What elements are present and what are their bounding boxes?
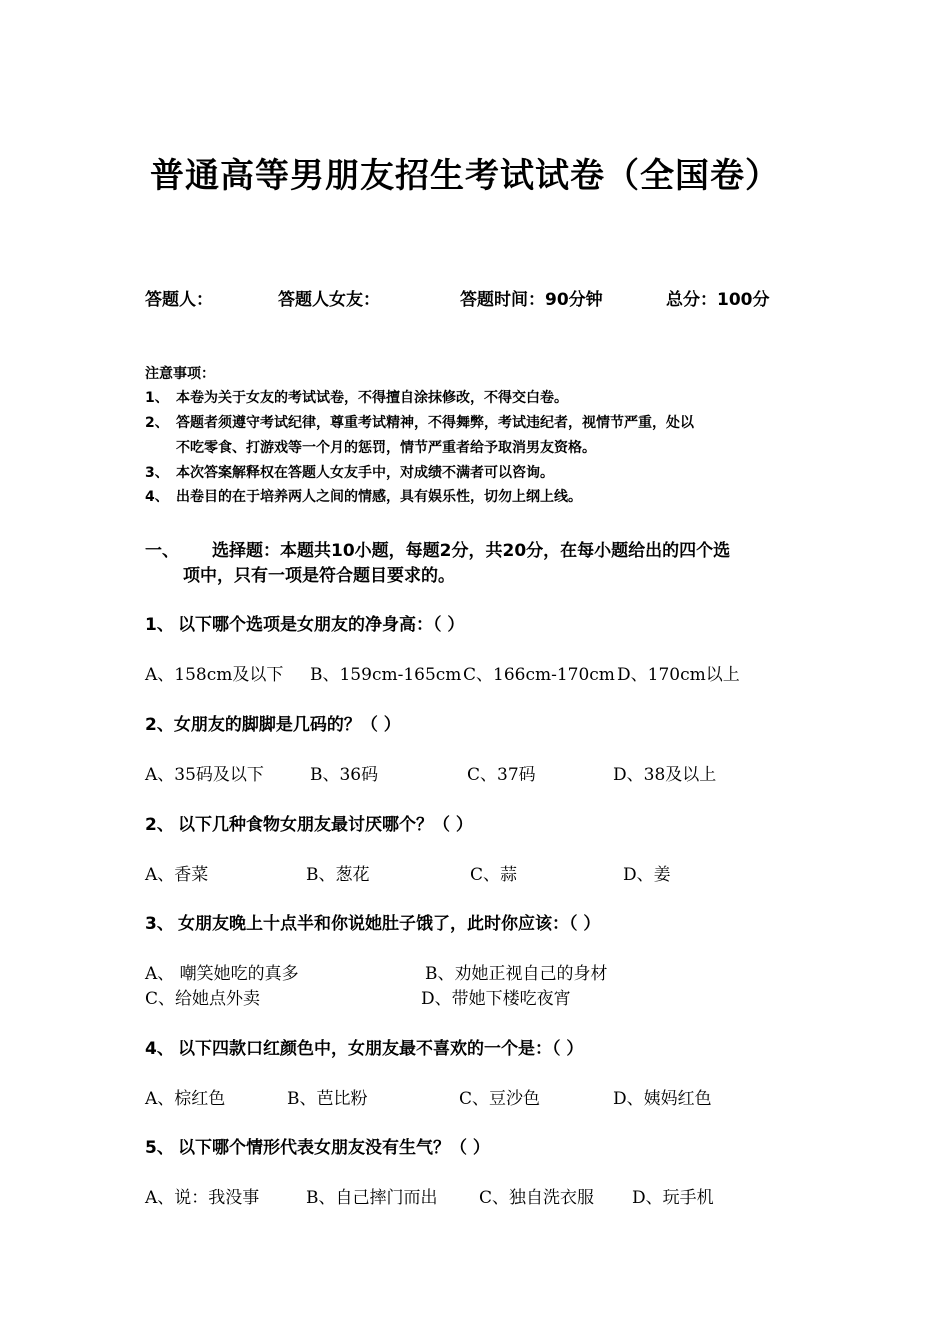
note-text: 本卷为关于女友的考试试卷，不得擅自涂抹修改，不得交白卷。 xyxy=(176,390,568,406)
question-text: 以下哪个情形代表女朋友没有生气？（ ） xyxy=(178,1138,490,1158)
option-d[interactable]: D、170cm以上 xyxy=(617,665,740,685)
section-heading-continued: 项中，只有一项是符合题目要求的。 xyxy=(183,566,455,586)
option-c[interactable]: C、豆沙色 xyxy=(459,1089,541,1109)
note-number: 4、 xyxy=(145,489,169,505)
note-item xyxy=(145,462,554,482)
answerer-label: 答题人： xyxy=(145,290,213,310)
question-number: 2、 xyxy=(145,815,174,835)
note-item xyxy=(145,486,582,506)
note-text-continued: 不吃零食、打游戏等一个月的惩罚，情节严重者给予取消男友资格。 xyxy=(176,440,596,456)
note-text: 本次答案解释权在答题人女友手中，对成绩不满者可以咨询。 xyxy=(176,465,554,481)
notes-heading: 注意事项： xyxy=(145,366,215,382)
question-text: 2、女朋友的脚脚是几码的？（ ） xyxy=(145,715,401,735)
option-a[interactable]: A、棕红色 xyxy=(145,1089,226,1109)
section-number: 一、 xyxy=(145,541,179,561)
option-a[interactable]: A、 嘲笑她吃的真多 xyxy=(145,964,299,984)
option-b[interactable]: B、葱花 xyxy=(306,865,370,885)
option-d[interactable]: D、玩手机 xyxy=(632,1188,714,1208)
option-c[interactable]: C、166cm-170cm xyxy=(463,665,615,685)
question-text: 女朋友晚上十点半和你说她肚子饿了，此时你应该：（ ） xyxy=(178,914,601,934)
note-number: 2、 xyxy=(145,415,169,431)
option-b[interactable]: B、芭比粉 xyxy=(287,1089,368,1109)
question xyxy=(145,909,600,934)
question xyxy=(145,1133,490,1158)
note-item xyxy=(145,412,694,432)
option-b[interactable]: B、36码 xyxy=(310,765,379,785)
question xyxy=(145,610,464,635)
option-a[interactable]: A、35码及以下 xyxy=(145,765,264,785)
question-number: 3、 xyxy=(145,914,174,934)
note-text: 出卷目的在于培养两人之间的情感，具有娱乐性，切勿上纲上线。 xyxy=(176,489,582,505)
option-c[interactable]: C、37码 xyxy=(467,765,536,785)
question-text: 以下四款口红颜色中，女朋友最不喜欢的一个是：（ ） xyxy=(178,1039,584,1059)
note-number: 1、 xyxy=(145,390,169,406)
option-d[interactable]: D、姨妈红色 xyxy=(613,1089,712,1109)
option-d[interactable]: D、姜 xyxy=(623,865,671,885)
question xyxy=(145,810,473,835)
option-b[interactable]: B、159cm-165cm xyxy=(310,665,462,685)
note-text: 答题者须遵守考试纪律，尊重考试精神，不得舞弊，考试违纪者，视情节严重，处以 xyxy=(176,415,694,431)
option-b[interactable]: B、自己摔门而出 xyxy=(306,1188,438,1208)
option-c[interactable]: C、独自洗衣服 xyxy=(479,1188,595,1208)
option-c[interactable]: C、蒜 xyxy=(470,865,518,885)
note-number: 3、 xyxy=(145,465,169,481)
question-text: 以下哪个选项是女朋友的净身高：（ ） xyxy=(178,615,465,635)
section-heading: 选择题：本题共10小题，每题2分，共20分，在每小题给出的四个选 xyxy=(212,541,731,561)
question-number: 4、 xyxy=(145,1039,174,1059)
question xyxy=(145,710,401,735)
option-a[interactable]: A、香菜 xyxy=(145,865,209,885)
option-a[interactable]: A、158cm及以下 xyxy=(145,665,284,685)
girlfriend-label: 答题人女友： xyxy=(278,290,380,310)
option-b[interactable]: B、劝她正视自己的身材 xyxy=(425,964,608,984)
exam-title: 普通高等男朋友招生考试试卷（全国卷） xyxy=(150,156,780,196)
question-number: 1、 xyxy=(145,615,174,635)
question xyxy=(145,1034,583,1059)
option-d[interactable]: D、带她下楼吃夜宵 xyxy=(421,989,571,1009)
option-a[interactable]: A、说：我没事 xyxy=(145,1188,260,1208)
question-number: 5、 xyxy=(145,1138,174,1158)
note-item xyxy=(145,387,568,407)
total-score: 总分：100分 xyxy=(666,290,770,310)
option-c[interactable]: C、给她点外卖 xyxy=(145,989,261,1009)
question-text: 以下几种食物女朋友最讨厌哪个？（ ） xyxy=(178,815,473,835)
exam-time: 答题时间：90分钟 xyxy=(460,290,603,310)
option-d[interactable]: D、38及以上 xyxy=(613,765,717,785)
